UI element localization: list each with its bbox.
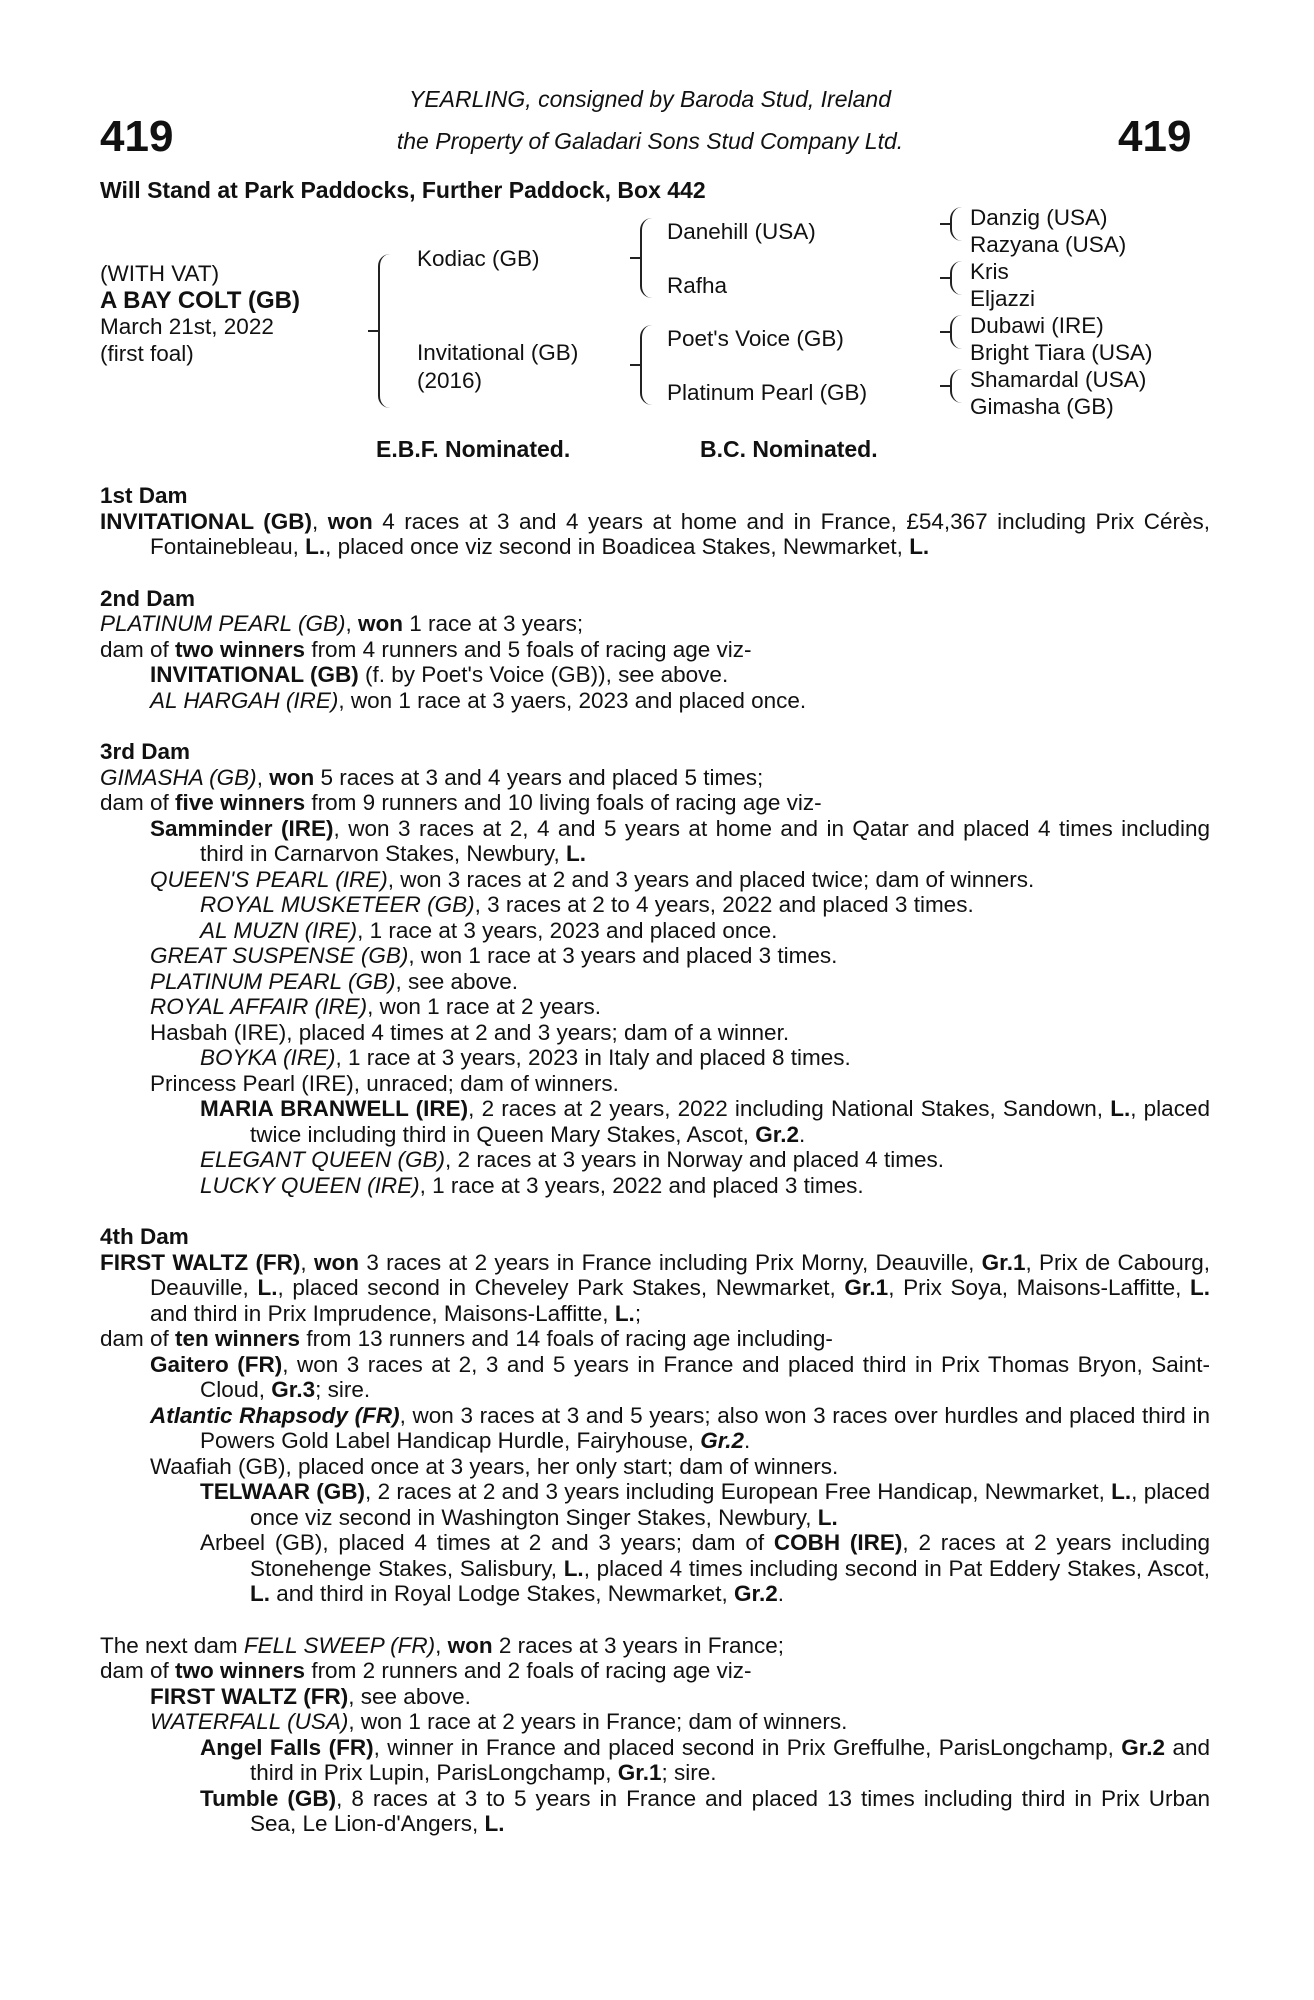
race-text: , won 3 races at 2 and 3 years and placed twice; dam of winners. — [387, 866, 1035, 892]
pedigree-brace-dam — [640, 325, 652, 405]
dam-of-text: from 2 runners and 2 foals of racing age viz- — [305, 1658, 752, 1683]
listed-label: L. — [484, 1811, 505, 1836]
dam-name: Invitational (GB) — [417, 340, 579, 365]
dam-of-line — [100, 637, 1210, 663]
race-text: , placed twice including third in Queen Mary Stakes, Ascot, — [250, 1096, 1210, 1147]
grandparent-6: Bright Tiara (USA) — [970, 340, 1153, 365]
produce-entry — [100, 1096, 1210, 1147]
group-label: Gr.2 — [755, 1121, 800, 1147]
horse-name: FIRST WALTZ (FR) — [100, 1249, 301, 1275]
race-text: , placed 4 times including second in Pat Eddery Stakes, Ascot, — [583, 1555, 1210, 1581]
produce-entry — [100, 688, 1210, 714]
horse-name: COBH (IRE) — [773, 1530, 903, 1555]
produce-entry — [100, 1352, 1210, 1403]
section-heading: 4th Dam — [100, 1224, 189, 1249]
race-text: 3 races at 2 years in France including Prix Morny, Deauville, — [359, 1249, 982, 1275]
race-text: , won 3 races at 2, 4 and 5 years at home and in Qatar and placed 4 times including third in Carnarvon Stakes, Newbury, — [200, 815, 1210, 866]
produce-entry — [100, 994, 1210, 1020]
race-text: , won 1 race at 3 yaers, 2023 and placed once. — [338, 687, 807, 713]
race-text: (f. by Poet's Voice (GB)), see above. — [358, 662, 729, 687]
produce-entry — [100, 943, 1210, 969]
race-text: and third in Royal Lodge Stakes, Newmarket, — [270, 1581, 734, 1606]
won-label: won — [357, 611, 403, 636]
horse-name: A BAY COLT (GB) — [100, 287, 301, 314]
race-text: The next dam — [100, 1632, 244, 1658]
grandparent-5: Dubawi (IRE) — [970, 313, 1104, 338]
horse-name: MARIA BRANWELL (IRE) — [200, 1096, 469, 1121]
listed-label: L. — [1110, 1096, 1131, 1121]
winners-count: two winners — [175, 1658, 306, 1683]
dam-entry: The next dam FELL SWEEP (FR), won 2 races at 3 years in France; — [100, 1632, 785, 1658]
produce-entry — [100, 662, 1210, 688]
listed-label: L. — [614, 1300, 635, 1326]
listed-label: L. — [817, 1504, 838, 1530]
race-text: , 8 races at 3 to 5 years in France and placed 13 times including third in Prix Urban Sea, Le Lion-d'Angers, — [250, 1785, 1210, 1836]
race-text: . — [799, 1121, 806, 1147]
race-text: , 2 races at 2 years, 2022 including National Stakes, Sandown, — [468, 1096, 1111, 1121]
group-label: Gr.2 — [734, 1581, 778, 1606]
produce-entry — [100, 1479, 1210, 1530]
won-label: won — [327, 508, 373, 534]
horse-note: (first foal) — [100, 341, 194, 366]
race-text: and third in Prix Lupin, ParisLongchamp, — [250, 1734, 1210, 1785]
next-dam-section — [100, 1633, 1210, 1837]
lot-number-left: 419 — [100, 112, 174, 161]
horse-name: Gaitero (FR) — [150, 1351, 283, 1377]
winners-count: ten winners — [175, 1326, 301, 1351]
dam-sire: Poet's Voice (GB) — [667, 326, 844, 351]
horse-name: WATERFALL (USA) — [150, 1709, 349, 1734]
race-text: , Prix de Cabourg, Deauville, — [150, 1249, 1210, 1300]
group-label: Gr.2 — [700, 1428, 745, 1453]
listed-label: L. — [563, 1555, 584, 1581]
pedigree-brace-g1 — [950, 207, 962, 241]
horse-name: GIMASHA (GB) — [100, 764, 257, 790]
race-text: 2 races at 3 years in France; — [492, 1632, 785, 1658]
race-text: 5 races at 3 and 4 years and placed 5 times; — [314, 764, 764, 790]
group-label: Gr.1 — [844, 1275, 889, 1300]
race-text: , Prix Soya, Maisons-Laffitte, — [888, 1275, 1190, 1300]
race-text: , placed once viz second in Boadicea Stakes, Newmarket, — [325, 534, 910, 559]
won-label: won — [447, 1632, 493, 1658]
pedigree-brace-sire — [640, 218, 652, 298]
dam-entry: GIMASHA (GB), won 5 races at 3 and 4 years and placed 5 times; — [100, 764, 764, 790]
produce-entry — [100, 1147, 1210, 1173]
stand-location: Will Stand at Park Paddocks, Further Paddock, Box 442 — [100, 177, 706, 203]
lot-number-right: 419 — [1118, 112, 1192, 161]
pedigree-brace-main — [378, 254, 390, 408]
section-heading: 1st Dam — [100, 483, 188, 508]
section-heading: 3rd Dam — [100, 739, 191, 764]
horse-name: ELEGANT QUEEN (GB) — [200, 1147, 446, 1172]
horse-name: INVITATIONAL (GB) — [150, 662, 359, 687]
horse-name: BOYKA (IRE) — [200, 1045, 336, 1070]
race-text: , won 3 races at 3 and 5 years; also won 3 races over hurdles and placed third in Powers Gold Label Handicap Hurdle, Fairyhouse, — [200, 1402, 1210, 1453]
produce-entry — [100, 969, 1210, 995]
listed-label: L. — [305, 534, 326, 559]
produce-entry — [100, 1045, 1210, 1071]
horse-name: Atlantic Rhapsody (FR) — [150, 1402, 400, 1428]
race-text: ; sire. — [315, 1377, 371, 1402]
winners-count: five winners — [175, 790, 306, 815]
race-text: . — [744, 1428, 751, 1453]
pedigree-brace-g2 — [950, 261, 962, 295]
horse-dob: March 21st, 2022 — [100, 314, 274, 339]
race-text: , placed once viz second in Washington Singer Stakes, Newbury, — [250, 1479, 1210, 1530]
dam-of-text: dam of — [100, 1658, 176, 1683]
race-text: , 1 race at 3 years, 2022 and placed 3 times. — [419, 1172, 864, 1198]
grandparent-1: Danzig (USA) — [970, 205, 1108, 230]
horse-name: FELL SWEEP (FR) — [243, 1632, 436, 1658]
produce-entry — [100, 1684, 1210, 1710]
header-property: the Property of Galadari Sons Stud Company Ltd. — [396, 128, 904, 154]
horse-name: INVITATIONAL (GB) — [100, 508, 312, 534]
catalogue-body — [100, 483, 1210, 1837]
horse-name: FIRST WALTZ (FR) — [150, 1683, 349, 1709]
grandparent-3: Kris — [970, 259, 1009, 284]
produce-entry: Hasbah (IRE), placed 4 times at 2 and 3 years; dam of a winner. — [150, 1019, 790, 1045]
dam-of-text: dam of — [100, 636, 176, 662]
produce-entry — [100, 1173, 1210, 1199]
horse-name: ROYAL MUSKETEER (GB) — [200, 892, 475, 917]
winners-count: two winners — [175, 636, 306, 662]
sire-dam: Rafha — [667, 273, 728, 298]
won-label: won — [269, 764, 315, 790]
dam-year: (2016) — [417, 368, 483, 393]
sire-name: Kodiac (GB) — [417, 246, 540, 271]
horse-name: AL HARGAH (IRE) — [150, 687, 339, 713]
dam-of-text: dam of — [100, 1326, 176, 1351]
produce-entry — [100, 867, 1210, 893]
header-consignor: YEARLING, consigned by Baroda Stud, Ireland — [408, 86, 891, 112]
produce-entry — [100, 1735, 1210, 1786]
pedigree-brace-g4 — [950, 369, 962, 403]
listed-label: L. — [257, 1275, 278, 1300]
horse-name: PLATINUM PEARL (GB) — [150, 968, 396, 994]
race-text: ; — [634, 1300, 642, 1326]
grandparent-2: Razyana (USA) — [970, 232, 1127, 257]
dam-of-text: from 13 runners and 14 foals of racing age including- — [300, 1326, 833, 1351]
dam-dam: Platinum Pearl (GB) — [667, 380, 868, 405]
race-text: , 2 races at 3 years in Norway and placed 4 times. — [445, 1147, 945, 1172]
race-text: , 1 race at 3 years, 2023 and placed once. — [357, 917, 778, 943]
grandparent-4: Eljazzi — [970, 286, 1036, 311]
horse-name: Angel Falls (FR) — [200, 1734, 374, 1760]
horse-name: TELWAAR (GB) — [200, 1479, 366, 1504]
sire-sire: Danehill (USA) — [667, 219, 816, 244]
second-dam-section — [100, 586, 1210, 714]
dam-entry: INVITATIONAL (GB), won 4 races at 3 and 4 years at home and in France, £54,367 including Prix Cérès, Fontainebleau, L., placed once viz second in Boadicea Stakes, Newmarket, L. — [100, 508, 1210, 559]
race-text: , see above. — [348, 1683, 471, 1709]
listed-label: L. — [909, 534, 930, 559]
section-heading: 2nd Dam — [100, 585, 196, 611]
horse-name: QUEEN'S PEARL (IRE) — [150, 866, 388, 892]
race-text: , see above. — [395, 968, 519, 994]
race-text: . — [777, 1581, 785, 1606]
listed-label: L. — [566, 841, 586, 866]
group-label: Gr.1 — [981, 1249, 1026, 1275]
horse-name: ROYAL AFFAIR (IRE) — [150, 994, 368, 1019]
group-label: Gr.1 — [617, 1760, 662, 1785]
race-text: , won 1 race at 3 years and placed 3 times. — [408, 943, 838, 968]
race-text: , won 1 race at 2 years. — [367, 994, 601, 1019]
vat-note: (WITH VAT) — [100, 261, 220, 286]
dam-entry: FIRST WALTZ (FR), won 3 races at 2 years in France including Prix Morny, Deauville, Gr.1, Prix de Cabourg, Deauville, L., placed second in Cheveley Park Stakes, Newmarket, Gr.1, Prix Soya, Maisons-Laffitte, L. and third in Prix Imprudence, Maisons-Laffitte, L.; — [100, 1249, 1210, 1326]
dam-of-text: from 9 runners and 10 living foals of racing age viz- — [305, 790, 822, 815]
grandparent-7: Shamardal (USA) — [970, 367, 1147, 392]
race-text: Arbeel (GB), placed 4 times at 2 and 3 years; dam of — [200, 1530, 774, 1555]
listed-label: L. — [1189, 1275, 1210, 1300]
race-text: , won 1 race at 2 years in France; dam of winners. — [348, 1709, 848, 1734]
dam-of-line — [100, 1658, 1210, 1684]
group-label: Gr.2 — [1121, 1734, 1166, 1760]
horse-name: GREAT SUSPENSE (GB) — [150, 943, 409, 968]
race-text: , winner in France and placed second in Prix Greffulhe, ParisLongchamp, — [373, 1734, 1122, 1760]
third-dam-section — [100, 739, 1210, 1198]
dam-of-text: from 4 runners and 5 foals of racing age viz- — [305, 636, 752, 662]
dam-entry: PLATINUM PEARL (GB), won 1 race at 3 years; — [100, 611, 584, 636]
horse-name: Samminder (IRE) — [150, 815, 334, 841]
first-dam-section — [100, 483, 1210, 560]
grandparent-8: Gimasha (GB) — [970, 394, 1114, 419]
group-label: Gr.3 — [271, 1377, 316, 1402]
pedigree-brace-g3 — [950, 315, 962, 349]
dam-of-text: dam of — [100, 790, 176, 815]
produce-entry — [100, 1530, 1210, 1607]
produce-entry — [100, 892, 1210, 918]
produce-entry: Waafiah (GB), placed once at 3 years, her only start; dam of winners. — [150, 1453, 839, 1479]
race-text: , 3 races at 2 to 4 years, 2022 and placed 3 times. — [474, 892, 974, 917]
bc-nomination: B.C. Nominated. — [700, 436, 878, 462]
race-text: and third in Prix Imprudence, Maisons-Laffitte, — [150, 1300, 615, 1326]
race-text: , placed second in Cheveley Park Stakes, Newmarket, — [277, 1275, 845, 1300]
produce-entry — [100, 1709, 1210, 1735]
won-label: won — [314, 1249, 359, 1275]
listed-label: L. — [250, 1581, 270, 1606]
race-text: , 2 races at 2 and 3 years including European Free Handicap, Newmarket, — [365, 1479, 1112, 1504]
produce-entry: Princess Pearl (IRE), unraced; dam of winners. — [150, 1070, 619, 1096]
race-text: , 1 race at 3 years, 2023 in Italy and placed 8 times. — [335, 1045, 851, 1070]
ebf-nomination: E.B.F. Nominated. — [376, 436, 571, 462]
produce-entry — [100, 1786, 1210, 1837]
horse-name: Tumble (GB) — [200, 1785, 337, 1811]
horse-name: PLATINUM PEARL (GB) — [100, 611, 346, 636]
horse-name: LUCKY QUEEN (IRE) — [200, 1172, 420, 1198]
fourth-dam-section — [100, 1224, 1210, 1607]
race-text: 1 race at 3 years; — [402, 611, 584, 636]
race-text: , won 3 races at 2, 3 and 5 years in France and placed third in Prix Thomas Bryon, Saint-Cloud, — [200, 1351, 1210, 1402]
listed-label: L. — [1111, 1479, 1132, 1504]
race-text: ; sire. — [661, 1760, 717, 1785]
produce-entry — [100, 816, 1210, 867]
dam-of-line — [100, 790, 1210, 816]
produce-entry — [100, 1403, 1210, 1454]
horse-name: AL MUZN (IRE) — [200, 917, 358, 943]
dam-of-line — [100, 1326, 1210, 1352]
race-text: , 2 races at 2 years including Stonehenge Stakes, Salisbury, — [250, 1530, 1210, 1581]
race-text: 4 races at 3 and 4 years at home and in France, £54,367 including Prix Cérès, Fontainebleau, — [150, 508, 1210, 559]
produce-entry — [100, 918, 1210, 944]
